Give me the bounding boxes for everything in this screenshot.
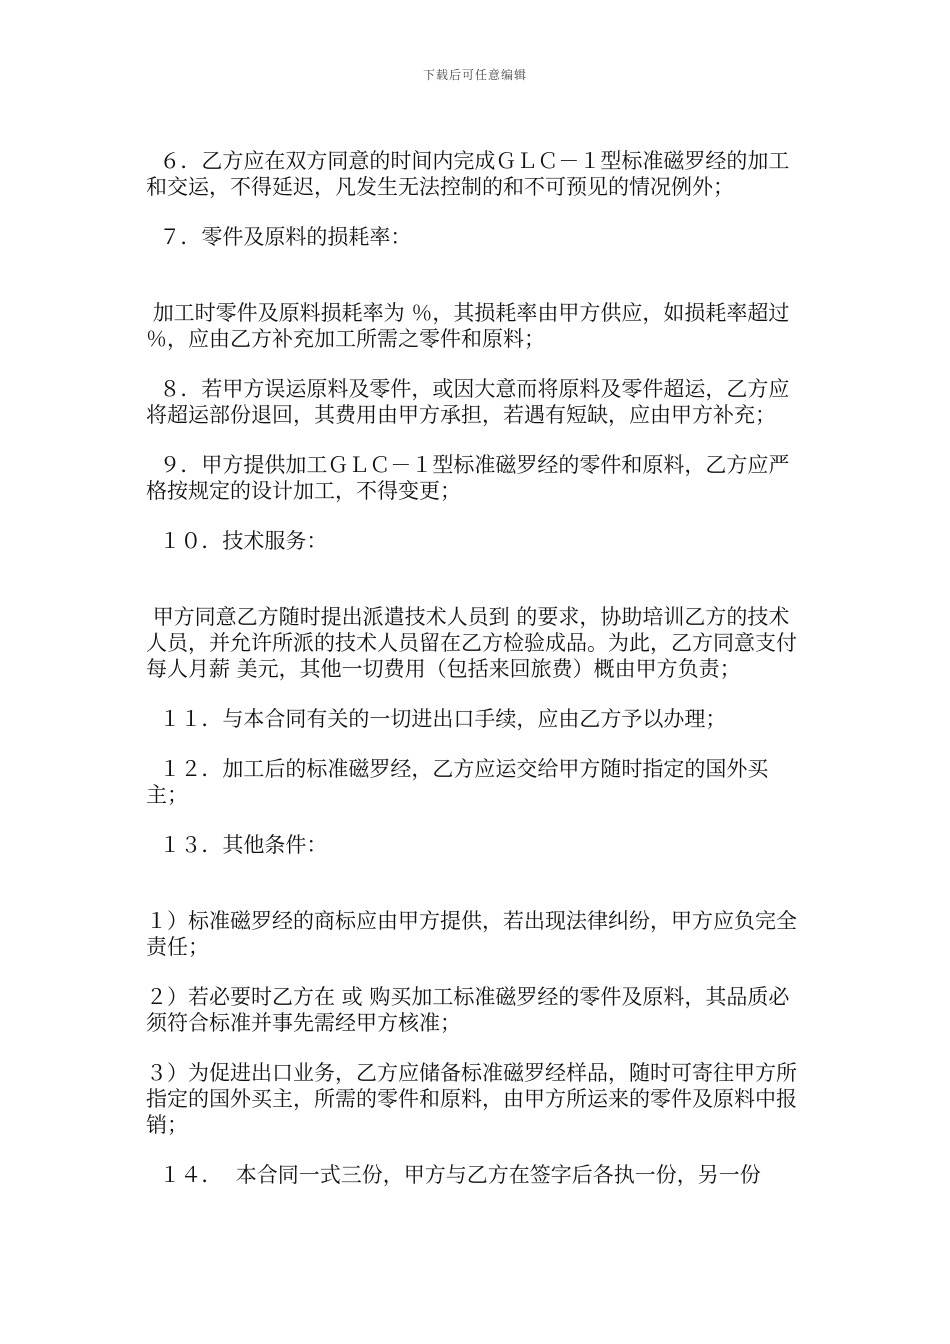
clause-11: １１．与本合同有关的一切进出口手续，应由乙方予以办理； <box>146 707 727 731</box>
contract-body <box>146 148 806 1212</box>
clause-6: ６．乙方应在双方同意的时间内完成ＧＬＣ－１型标准磁罗经的加工和交运，不得延迟，凡发生无法控制的和不可预见的情况例外； <box>146 149 790 199</box>
clause-13-item-2: ２）若必要时乙方在 或 购买加工标准磁罗经的零件及原料，其品质必须符合标准并事先需经甲方核准； <box>146 985 790 1035</box>
clause-8: ８．若甲方误运原料及零件，或因大意而将原料及零件超运，乙方应将超运部份退回，其费用由甲方承担，若遇有短缺，应由甲方补充； <box>146 377 790 427</box>
clause-10-body: 甲方同意乙方随时提出派遣技术人员到 的要求，协助培训乙方的技术人员，并允许所派的技术人员留在乙方检验成品。为此，乙方同意支付每人月薪 美元，其他一切费用（包括来回旅费）概由甲方负责； <box>146 605 797 681</box>
clause-13-item-3: ３）为促进出口业务，乙方应储备标准磁罗经样品，随时可寄往甲方所指定的国外买主，所需的零件和原料，由甲方所运来的零件及原料中报销； <box>146 1061 797 1137</box>
clause-13-item-1: １）标准磁罗经的商标应由甲方提供，若出现法律纠纷，甲方应负完全责任； <box>146 909 797 959</box>
clause-14: １４． 本合同一式三份，甲方与乙方在签字后各执一份，另一份 <box>146 1163 761 1187</box>
clause-7-body: 加工时零件及原料损耗率为 ％，其损耗率由甲方供应，如损耗率超过 ％，应由乙方补充加工所需之零件和原料； <box>146 301 797 351</box>
clause-12: １２．加工后的标准磁罗经，乙方应运交给甲方随时指定的国外买主； <box>146 757 769 807</box>
page-header-note: 下载后可任意编辑 <box>422 68 527 82</box>
clause-9: ９．甲方提供加工ＧＬＣ－１型标准磁罗经的零件和原料，乙方应严格按规定的设计加工，不得变更； <box>146 453 790 503</box>
clause-10-heading: １０．技术服务： <box>146 529 328 553</box>
clause-7-heading: ７．零件及原料的损耗率： <box>146 225 412 249</box>
clause-13-heading: １３．其他条件： <box>146 833 328 857</box>
